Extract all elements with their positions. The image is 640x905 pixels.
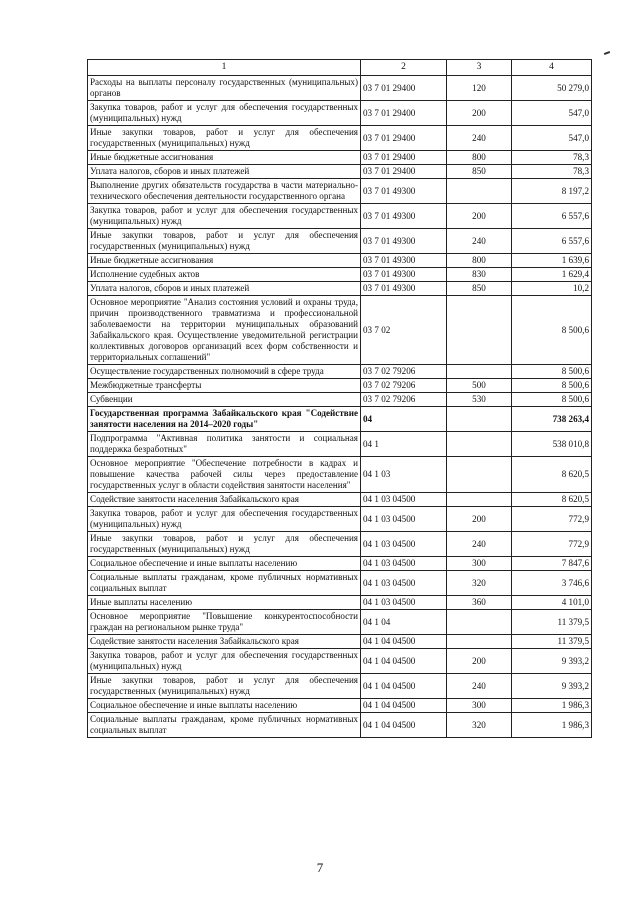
row-expense-type: 120 <box>447 76 512 101</box>
row-amount: 8 500,6 <box>512 379 592 393</box>
page-number: 7 <box>316 860 324 875</box>
row-name: Выполнение других обязательств государства в части материально-технического обеспечения деятельности государственного органа <box>88 179 361 204</box>
row-expense-type: 530 <box>447 393 512 407</box>
row-expense-type <box>447 457 512 493</box>
row-amount: 8 500,6 <box>512 296 592 365</box>
row-expense-type <box>447 296 512 365</box>
table-row <box>88 493 592 507</box>
row-amount: 772,9 <box>512 507 592 532</box>
row-amount: 8 620,5 <box>512 457 592 493</box>
row-name: Иные бюджетные ассигнования <box>88 151 361 165</box>
row-name: Закупка товаров, работ и услуг для обеспечения государственных (муниципальных) нужд <box>88 101 361 126</box>
row-code: 03 7 01 49300 <box>361 179 447 204</box>
table-row <box>88 713 592 738</box>
header-col-2: 2 <box>361 60 447 76</box>
row-name: Государственная программа Забайкальского края "Содействие занятости населения на 2014–2020 годы" <box>88 407 361 432</box>
row-code: 03 7 02 79206 <box>361 365 447 379</box>
table-row <box>88 635 592 649</box>
row-name: Иные закупки товаров, работ и услуг для обеспечения государственных (муниципальных) нужд <box>88 126 361 151</box>
row-amount: 78,3 <box>512 165 592 179</box>
row-name: Содействие занятости населения Забайкальского края <box>88 635 361 649</box>
row-amount: 8 197,2 <box>512 179 592 204</box>
table-row <box>88 649 592 674</box>
budget-table-body <box>88 60 592 738</box>
row-name: Иные закупки товаров, работ и услуг для обеспечения государственных (муниципальных) нужд <box>88 674 361 699</box>
table-row <box>88 532 592 557</box>
row-expense-type: 200 <box>447 204 512 229</box>
row-expense-type: 850 <box>447 165 512 179</box>
row-amount: 8 500,6 <box>512 393 592 407</box>
row-code: 04 1 <box>361 432 447 457</box>
row-amount: 1 629,4 <box>512 268 592 282</box>
row-expense-type: 240 <box>447 229 512 254</box>
row-expense-type <box>447 432 512 457</box>
scan-mark <box>604 51 610 55</box>
table-row <box>88 379 592 393</box>
row-name: Уплата налогов, сборов и иных платежей <box>88 165 361 179</box>
row-code: 03 7 02 79206 <box>361 393 447 407</box>
row-code: 04 1 03 04500 <box>361 532 447 557</box>
budget-table <box>87 59 592 738</box>
row-amount: 6 557,6 <box>512 229 592 254</box>
row-name: Подпрограмма "Активная политика занятости и социальная поддержка безработных" <box>88 432 361 457</box>
table-header-row <box>88 60 592 76</box>
row-name: Социальные выплаты гражданам, кроме публичных нормативных социальных выплат <box>88 571 361 596</box>
table-row <box>88 557 592 571</box>
row-code: 03 7 01 49300 <box>361 282 447 296</box>
row-expense-type: 240 <box>447 532 512 557</box>
row-expense-type: 320 <box>447 713 512 738</box>
row-amount: 538 010,8 <box>512 432 592 457</box>
row-expense-type: 200 <box>447 649 512 674</box>
row-name: Основное мероприятие "Обеспечение потребности в кадрах и повышение качества рабочей силы через предоставление государственных услуг в области содействия занятости населения" <box>88 457 361 493</box>
row-amount: 8 500,6 <box>512 365 592 379</box>
row-code: 04 1 04 04500 <box>361 674 447 699</box>
table-row <box>88 365 592 379</box>
row-code: 03 7 01 49300 <box>361 229 447 254</box>
row-name: Межбюджетные трансферты <box>88 379 361 393</box>
row-code: 04 1 03 04500 <box>361 557 447 571</box>
row-code: 04 1 03 <box>361 457 447 493</box>
table-row <box>88 204 592 229</box>
row-amount: 4 101,0 <box>512 596 592 610</box>
row-expense-type <box>447 610 512 635</box>
header-col-3: 3 <box>447 60 512 76</box>
table-row <box>88 282 592 296</box>
row-amount: 1 639,6 <box>512 254 592 268</box>
table-row <box>88 407 592 432</box>
table-row <box>88 610 592 635</box>
row-name: Основное мероприятие "Повышение конкурентоспособности граждан на региональном рынке труда" <box>88 610 361 635</box>
row-name: Закупка товаров, работ и услуг для обеспечения государственных (муниципальных) нужд <box>88 204 361 229</box>
row-name: Иные закупки товаров, работ и услуг для обеспечения государственных (муниципальных) нужд <box>88 229 361 254</box>
row-name: Осуществление государственных полномочий в сфере труда <box>88 365 361 379</box>
row-amount: 50 279,0 <box>512 76 592 101</box>
table-row <box>88 179 592 204</box>
row-amount: 9 393,2 <box>512 649 592 674</box>
row-expense-type <box>447 635 512 649</box>
row-code: 04 <box>361 407 447 432</box>
row-name: Социальные выплаты гражданам, кроме публичных нормативных социальных выплат <box>88 713 361 738</box>
row-name: Социальное обеспечение и иные выплаты населению <box>88 557 361 571</box>
row-expense-type: 360 <box>447 596 512 610</box>
row-name: Иные выплаты населению <box>88 596 361 610</box>
row-expense-type <box>447 365 512 379</box>
row-name: Закупка товаров, работ и услуг для обеспечения государственных (муниципальных) нужд <box>88 649 361 674</box>
row-expense-type: 240 <box>447 126 512 151</box>
row-code: 03 7 01 49300 <box>361 204 447 229</box>
row-code: 04 1 04 <box>361 610 447 635</box>
row-code: 03 7 01 49300 <box>361 268 447 282</box>
row-code: 03 7 01 29400 <box>361 126 447 151</box>
table-row <box>88 126 592 151</box>
row-amount: 772,9 <box>512 532 592 557</box>
row-code: 04 1 04 04500 <box>361 635 447 649</box>
row-expense-type: 200 <box>447 507 512 532</box>
table-row <box>88 596 592 610</box>
row-expense-type: 500 <box>447 379 512 393</box>
row-expense-type: 830 <box>447 268 512 282</box>
row-expense-type: 850 <box>447 282 512 296</box>
table-row <box>88 76 592 101</box>
row-expense-type: 240 <box>447 674 512 699</box>
row-amount: 7 847,6 <box>512 557 592 571</box>
row-name: Содействие занятости населения Забайкальского края <box>88 493 361 507</box>
row-amount: 1 986,3 <box>512 699 592 713</box>
row-code: 03 7 02 79206 <box>361 379 447 393</box>
row-amount: 9 393,2 <box>512 674 592 699</box>
row-code: 04 1 03 04500 <box>361 596 447 610</box>
row-code: 03 7 01 49300 <box>361 254 447 268</box>
row-expense-type: 300 <box>447 557 512 571</box>
row-amount: 6 557,6 <box>512 204 592 229</box>
row-name: Социальное обеспечение и иные выплаты населению <box>88 699 361 713</box>
row-amount: 547,0 <box>512 126 592 151</box>
row-amount: 10,2 <box>512 282 592 296</box>
row-name: Субвенции <box>88 393 361 407</box>
table-row <box>88 571 592 596</box>
row-code: 04 1 03 04500 <box>361 571 447 596</box>
table-row <box>88 699 592 713</box>
row-code: 03 7 01 29400 <box>361 151 447 165</box>
row-code: 04 1 03 04500 <box>361 507 447 532</box>
row-code: 03 7 02 <box>361 296 447 365</box>
table-row <box>88 432 592 457</box>
row-expense-type <box>447 493 512 507</box>
row-amount: 11 379,5 <box>512 635 592 649</box>
table-row <box>88 165 592 179</box>
row-amount: 78,3 <box>512 151 592 165</box>
row-amount: 547,0 <box>512 101 592 126</box>
row-name: Иные бюджетные ассигнования <box>88 254 361 268</box>
row-name: Исполнение судебных актов <box>88 268 361 282</box>
row-code: 04 1 03 04500 <box>361 493 447 507</box>
row-name: Основное мероприятие "Анализ состояния условий и охраны труда, причин производственного травматизма и профессиональной заболеваемости на территории муниципальных образований Забайкальского края. Осуществление уведомительной регистрации коллективных договоров организаций всех форм собственности и территориальных соглашений" <box>88 296 361 365</box>
table-row <box>88 229 592 254</box>
row-amount: 738 263,4 <box>512 407 592 432</box>
table-row <box>88 151 592 165</box>
row-amount: 8 620,5 <box>512 493 592 507</box>
table-row <box>88 268 592 282</box>
header-col-1: 1 <box>88 60 361 76</box>
row-expense-type <box>447 407 512 432</box>
row-expense-type: 300 <box>447 699 512 713</box>
row-code: 04 1 04 04500 <box>361 649 447 674</box>
row-expense-type <box>447 179 512 204</box>
table-row <box>88 254 592 268</box>
header-col-4: 4 <box>512 60 592 76</box>
row-code: 04 1 04 04500 <box>361 713 447 738</box>
table-row <box>88 296 592 365</box>
row-code: 03 7 01 29400 <box>361 76 447 101</box>
table-row <box>88 507 592 532</box>
table-row <box>88 457 592 493</box>
row-name: Закупка товаров, работ и услуг для обеспечения государственных (муниципальных) нужд <box>88 507 361 532</box>
row-amount: 11 379,5 <box>512 610 592 635</box>
row-amount: 3 746,6 <box>512 571 592 596</box>
row-amount: 1 986,3 <box>512 713 592 738</box>
row-code: 03 7 01 29400 <box>361 165 447 179</box>
row-expense-type: 800 <box>447 151 512 165</box>
row-name: Расходы на выплаты персоналу государственных (муниципальных) органов <box>88 76 361 101</box>
table-row <box>88 393 592 407</box>
row-code: 03 7 01 29400 <box>361 101 447 126</box>
row-expense-type: 320 <box>447 571 512 596</box>
table-row <box>88 674 592 699</box>
row-expense-type: 200 <box>447 101 512 126</box>
row-code: 04 1 04 04500 <box>361 699 447 713</box>
row-name: Уплата налогов, сборов и иных платежей <box>88 282 361 296</box>
row-name: Иные закупки товаров, работ и услуг для обеспечения государственных (муниципальных) нужд <box>88 532 361 557</box>
row-expense-type: 800 <box>447 254 512 268</box>
table-row <box>88 101 592 126</box>
